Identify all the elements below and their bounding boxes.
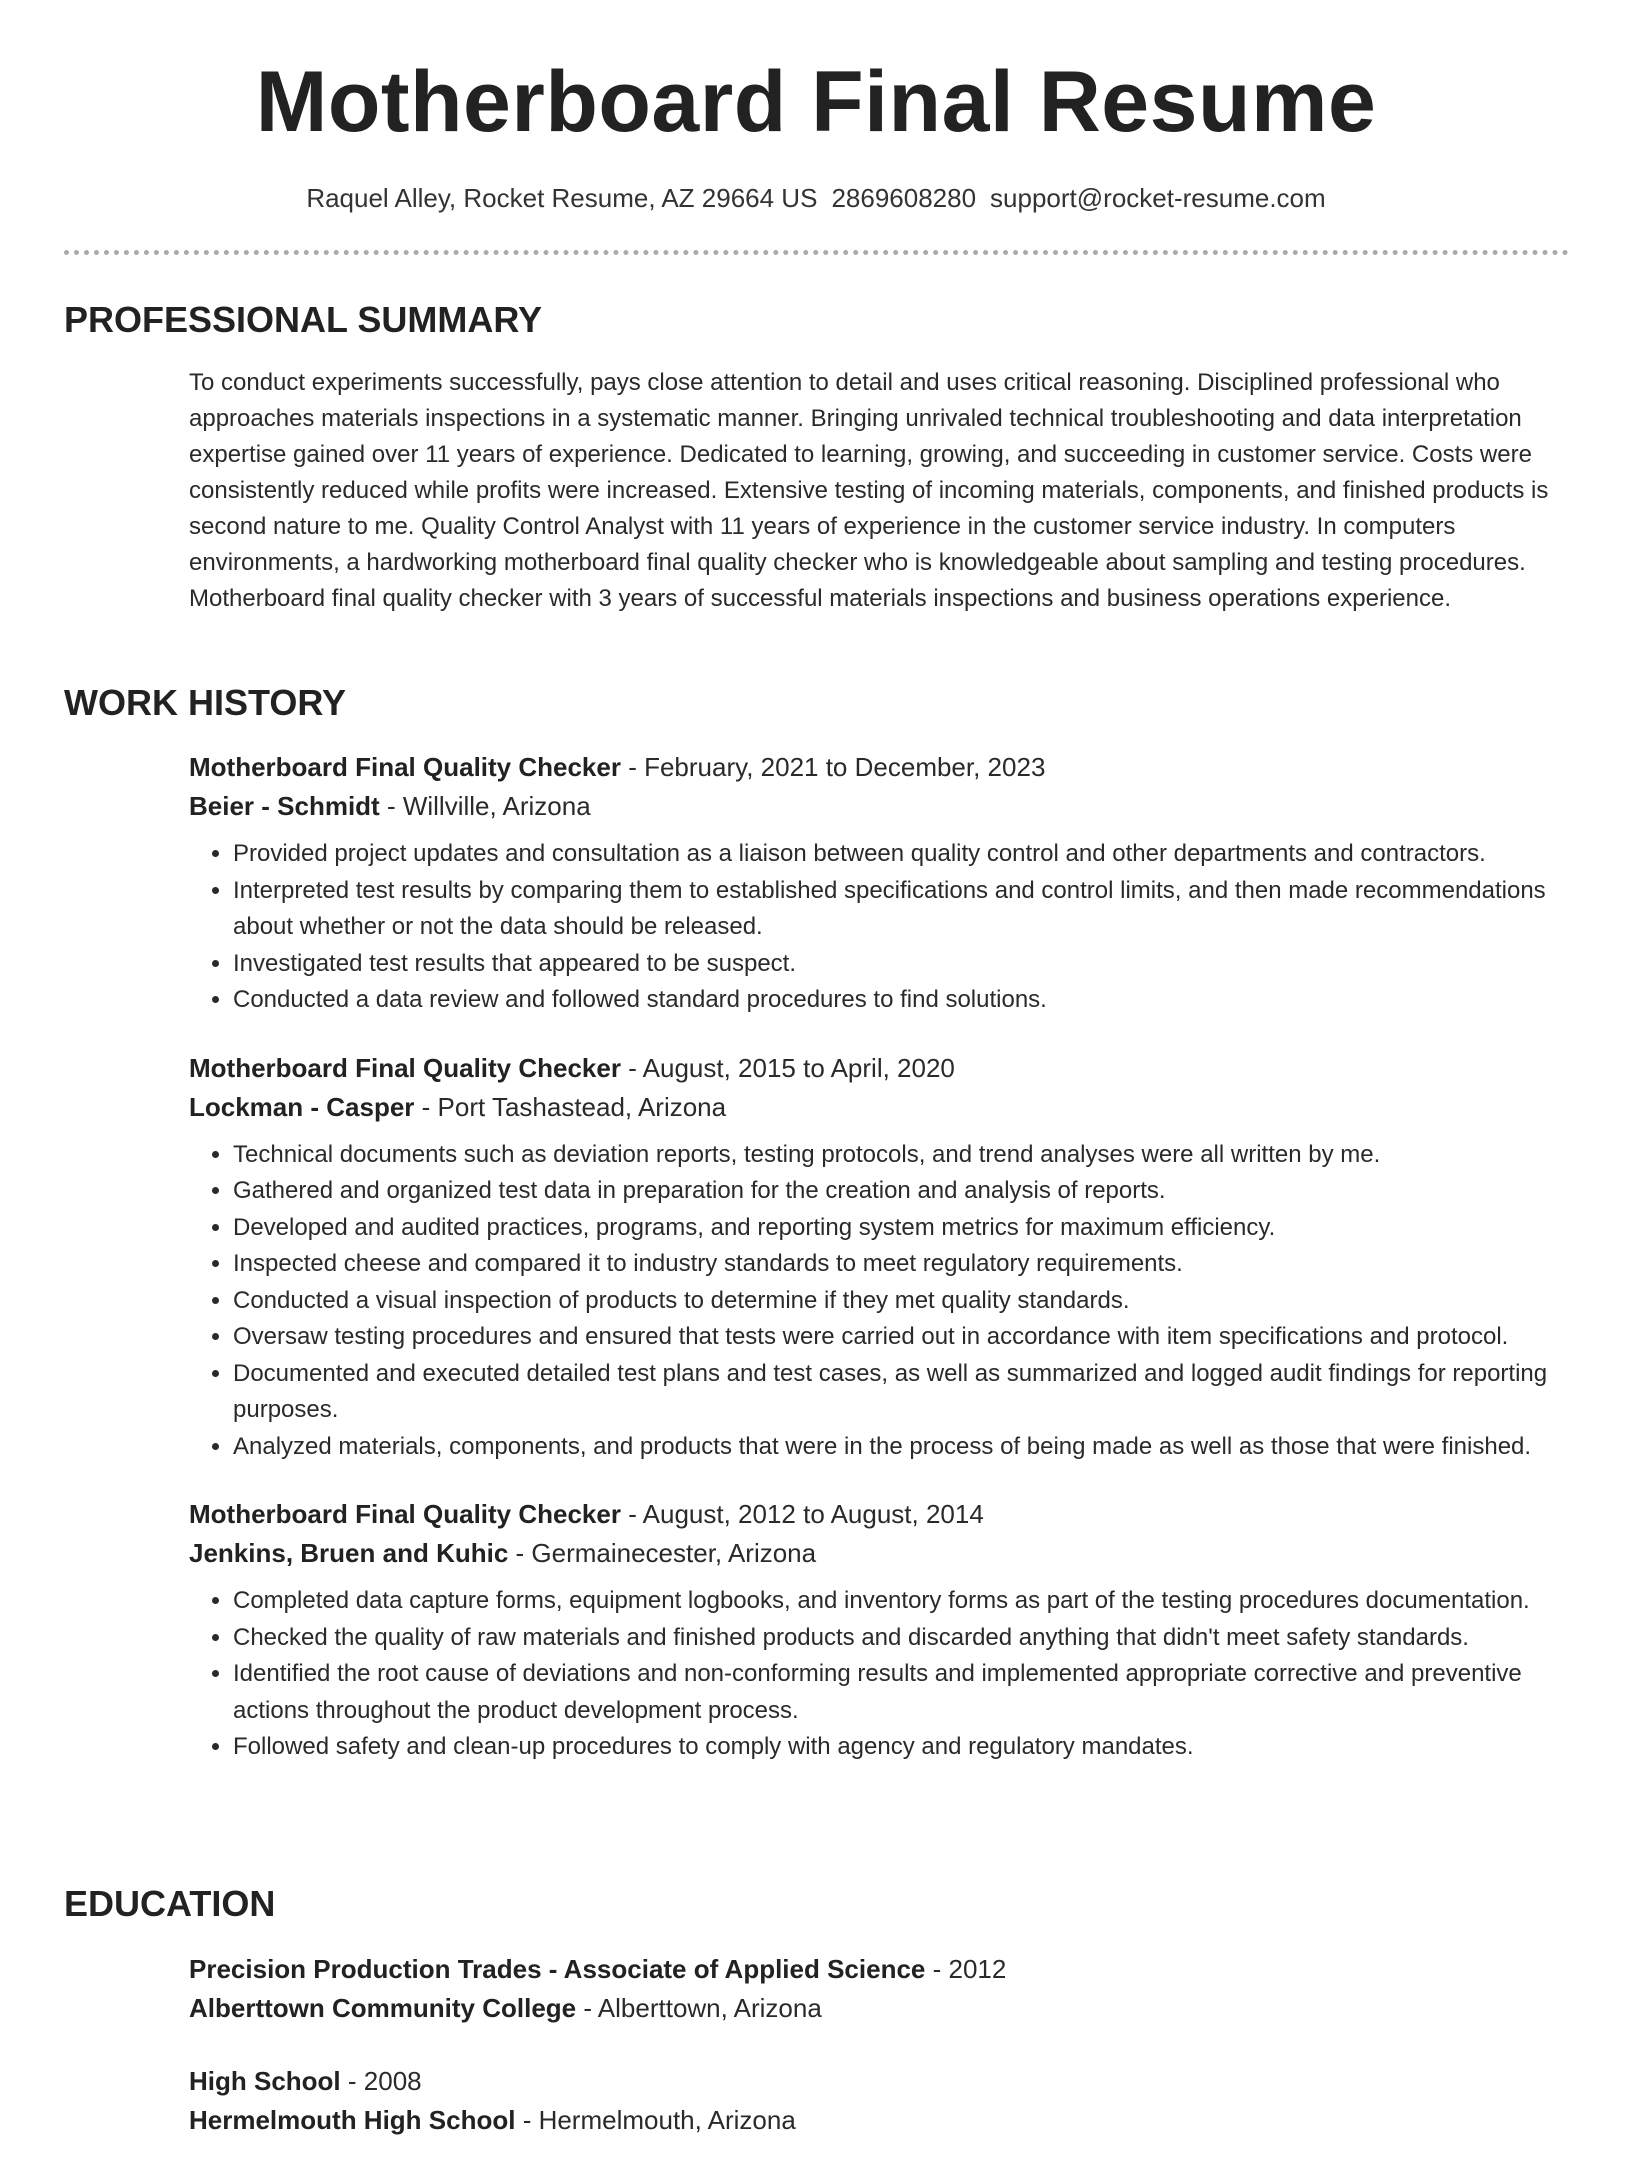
job-dates: - August, 2012 to August, 2014: [620, 1499, 984, 1529]
job-bullet: • Documented and executed detailed test plans and test cases, as well as summarized and logged audit findings for reporting purposes.: [233, 1356, 1569, 1429]
education-school-line: [189, 1989, 1569, 2028]
job-bullet: • Identified the root cause of deviations and non-conforming results and implemented appropriate corrective and preventive actions throughout the product development process.: [233, 1656, 1569, 1729]
job-company-line: [189, 1088, 1569, 1127]
job-location: - Willville, Arizona: [379, 791, 591, 821]
education-year: - 2012: [925, 1954, 1007, 1984]
education-school-line: [189, 2101, 1569, 2140]
job-bullet: • Developed and audited practices, programs, and reporting system metrics for maximum efficiency.: [233, 1210, 1569, 1247]
job-title-line: [189, 1495, 1569, 1534]
education-school: Alberttown Community College: [189, 1993, 577, 2023]
education-section: [189, 1950, 1569, 2174]
job-bullet: • Gathered and organized test data in preparation for the creation and analysis of reports.: [233, 1173, 1569, 1210]
job-bullet: • Completed data capture forms, equipment logbooks, and inventory forms as part of the testing procedures documentation.: [233, 1583, 1569, 1620]
job-company-line: [189, 787, 1569, 826]
job-bullet: • Investigated test results that appeared to be suspect.: [233, 946, 1569, 983]
job-bullets: [189, 836, 1569, 1019]
contact-email[interactable]: support@rocket-resume.com: [990, 183, 1326, 213]
job-bullets: [189, 1583, 1569, 1766]
education-location: - Alberttown, Arizona: [576, 1993, 822, 2023]
job-bullet: • Interpreted test results by comparing them to established specifications and control limits, and then made recommendations about whether or not the data should be released.: [233, 873, 1569, 946]
education-degree: High School: [189, 2066, 341, 2096]
education-entry: [189, 2062, 1569, 2140]
job-company: Lockman - Casper: [189, 1091, 415, 1122]
job-bullet: • Analyzed materials, components, and products that were in the process of being made as well as those that were finished.: [233, 1429, 1569, 1466]
contact-phone: 2869608280: [831, 183, 977, 213]
education-degree-line: [189, 1950, 1569, 1989]
education-degree-line: [189, 2062, 1569, 2101]
job-bullet: • Checked the quality of raw materials and finished products and discarded anything that didn't meet safety standards.: [233, 1620, 1569, 1657]
job-title: Motherboard Final Quality Checker: [189, 752, 621, 782]
job-bullets: [189, 1137, 1569, 1466]
job-bullet: • Provided project updates and consultation as a liaison between quality control and other departments and contractors.: [233, 836, 1569, 873]
job-company-line: [189, 1534, 1569, 1573]
job-bullet: • Technical documents such as deviation reports, testing protocols, and trend analyses were all written by me.: [233, 1137, 1569, 1174]
job-entry: [189, 1495, 1569, 1766]
job-title: Motherboard Final Quality Checker: [189, 1052, 621, 1083]
job-bullet: • Oversaw testing procedures and ensured that tests were carried out in accordance with item specifications and protocol.: [233, 1319, 1569, 1356]
summary-text: To conduct experiments successfully, pays close attention to detail and uses critical reasoning. Disciplined professional who approaches materials inspections in a systematic manner. Bringing unrivaled technical troubleshooting and data interpretation expertise gained over 11 years of experience. Dedicated to learning, growing, and succeeding in customer service. Costs were consistently reduced while profits were increased. Extensive testing of incoming materials, components, and finished products is second nature to me. Quality Control Analyst with 11 years of experience in the customer service industry. In computers environments, a hardworking motherboard final quality checker who is knowledgeable about sampling and testing procedures. Motherboard final quality checker with 3 years of successful materials inspections and business operations experience.: [189, 369, 1549, 612]
job-company: Beier - Schmidt: [189, 791, 380, 821]
contact-address: Raquel Alley, Rocket Resume, AZ 29664 US: [306, 183, 818, 213]
job-location: - Germainecester, Arizona: [508, 1538, 817, 1568]
work-history-section: [189, 748, 1569, 1796]
job-entry: [189, 748, 1569, 1019]
job-dates: - August, 2015 to April, 2020: [620, 1052, 955, 1083]
summary-section: [189, 365, 1569, 617]
work-history-heading: WORK HISTORY: [64, 682, 347, 723]
job-bullet: • Inspected cheese and compared it to industry standards to meet regulatory requirements.: [233, 1246, 1569, 1283]
header-divider: [64, 250, 1569, 255]
education-year: - 2008: [340, 2066, 422, 2096]
job-entry: [189, 1049, 1569, 1466]
job-bullet: • Followed safety and clean-up procedures to comply with agency and regulatory mandates.: [233, 1729, 1569, 1766]
job-title-line: [189, 1049, 1569, 1088]
resume-title: Motherboard Final Resume: [255, 54, 1377, 150]
job-dates: - February, 2021 to December, 2023: [620, 752, 1046, 782]
job-bullet: • Conducted a data review and followed standard procedures to find solutions.: [233, 982, 1569, 1019]
education-school: Hermelmouth High School: [189, 2105, 516, 2135]
job-bullet: • Conducted a visual inspection of products to determine if they met quality standards.: [233, 1283, 1569, 1320]
job-company: Jenkins, Bruen and Kuhic: [189, 1538, 509, 1568]
summary-heading: PROFESSIONAL SUMMARY: [64, 299, 543, 340]
education-entry: [189, 1950, 1569, 2028]
contact-line: [0, 180, 1632, 216]
education-degree: Precision Production Trades - Associate of Applied Science: [189, 1954, 926, 1984]
education-location: - Hermelmouth, Arizona: [515, 2105, 796, 2135]
education-heading: EDUCATION: [64, 1883, 276, 1924]
job-location: - Port Tashastead, Arizona: [414, 1091, 727, 1122]
job-title-line: [189, 748, 1569, 787]
job-title: Motherboard Final Quality Checker: [189, 1499, 621, 1529]
